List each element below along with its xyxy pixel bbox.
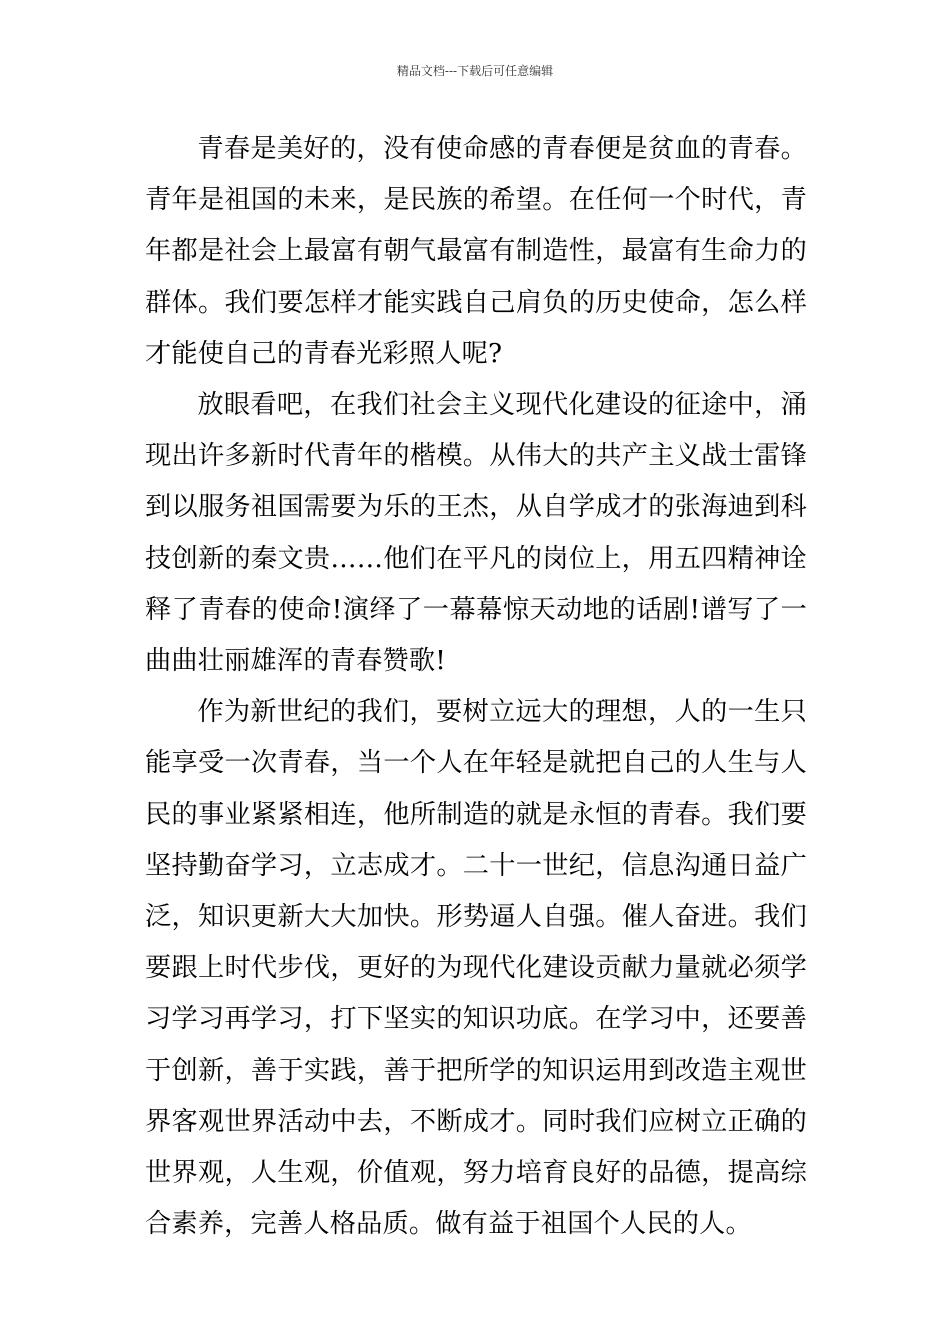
paragraph-3: 作为新世纪的我们，要树立远大的理想，人的一生只能享受一次青春，当一个人在年轻是就把自己的人生与人民的事业紧紧相连，他所制造的就是永恒的青春。我们要坚持勤奋学习，立志成才。二十一世纪，信息沟通日益广泛，知识更新大大加快。形势逼人自强。催人奋进。我们要跟上时代步伐，更好的为现代化建设贡献力量就必须学习学习再学习，打下坚实的知识功底。在学习中，还要善于创新，善于实践，善于把所学的知识运用到改造主观世界客观世界活动中去，不断成才。同时我们应树立正确的世界观，人生观，价值观，努力培育良好的品德，提高综合素养，完善人格品质。做有益于祖国个人民的人。 (145, 697, 807, 1240)
document-body (145, 124, 807, 1250)
paragraph-1: 青春是美好的，没有使命感的青春便是贫血的青春。青年是祖国的未来，是民族的希望。在任何一个时代，青年都是社会上最富有朝气最富有制造性，最富有生命力的群体。我们要怎样才能实践自己肩负的历史使命，怎么样才能使自己的青春光彩照人呢? (145, 134, 807, 369)
paragraph-2: 放眼看吧，在我们社会主义现代化建设的征途中，涌现出许多新时代青年的楷模。从伟大的共产主义战士雷锋到以服务祖国需要为乐的王杰，从自学成才的张海迪到科技创新的秦文贵……他们在平凡的岗位上，用五四精神诠释了青春的使命!演绎了一幕幕惊天动地的话剧!谱写了一曲曲壮丽雄浑的青春赞歌! (145, 390, 807, 677)
page-header: 精品文档---下载后可任意编辑 (396, 64, 554, 78)
